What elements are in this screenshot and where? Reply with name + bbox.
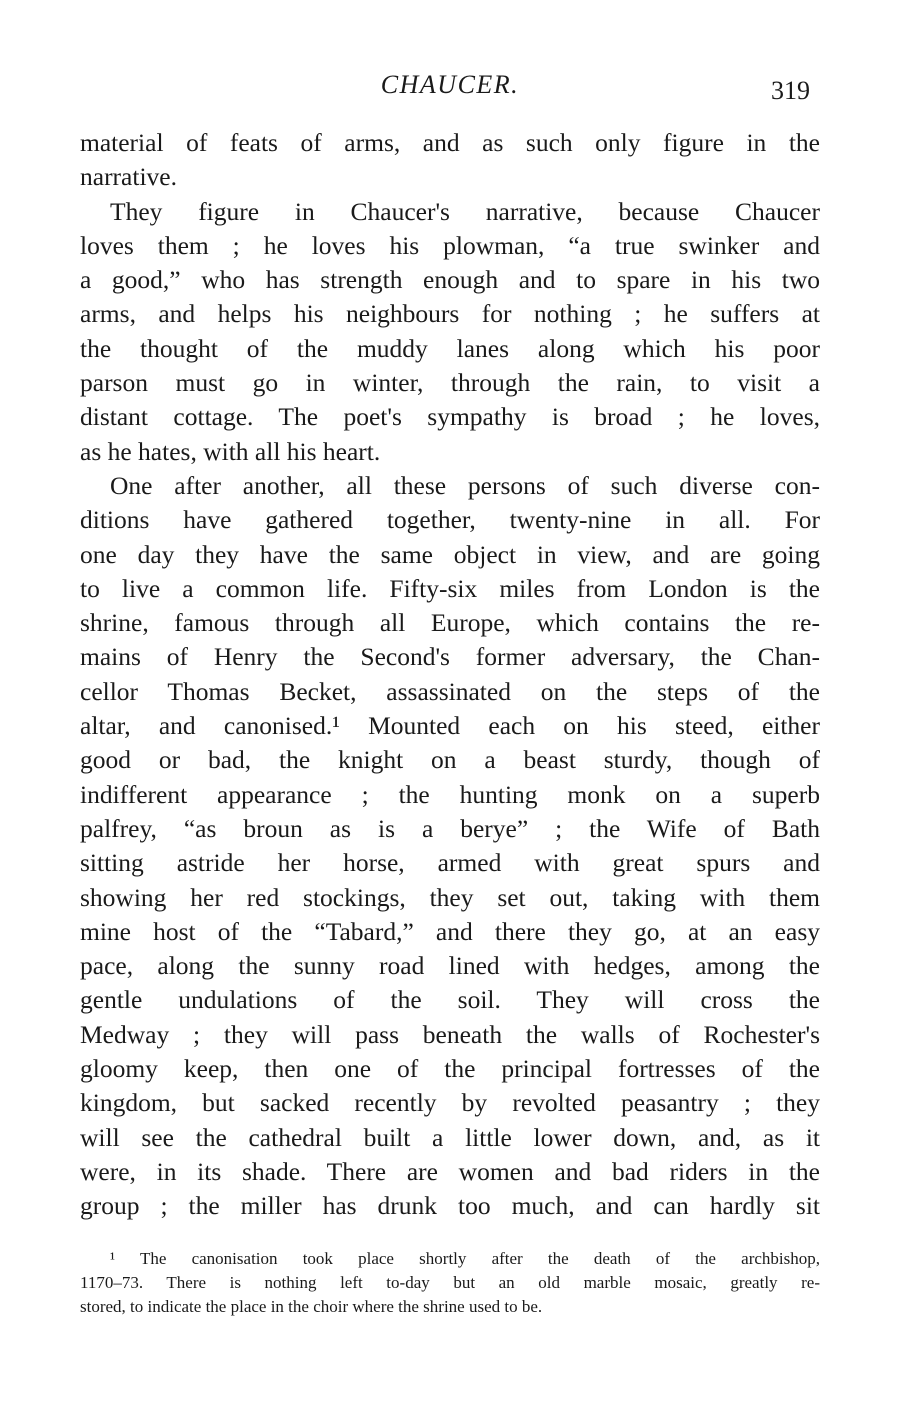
text-line: cellor Thomas Becket, assassinated on the steps of the	[80, 676, 820, 706]
footnote-line: stored, to indicate the place in the choir where the shrine used to be.	[80, 1297, 543, 1316]
text-line: One after another, all these persons of such diverse con-	[110, 470, 820, 500]
text-line: arms, and helps his neighbours for nothing ; he suffers at	[80, 299, 820, 329]
text-line: indifferent appearance ; the hunting monk on a superb	[80, 779, 820, 809]
running-title: CHAUCER.	[380, 70, 520, 99]
text-line: They figure in Chaucer's narrative, because Chaucer	[110, 196, 820, 226]
text-line: were, in its shade. There are women and bad riders in the	[80, 1156, 820, 1186]
text-line: mains of Henry the Second's former adversary, the Chan-	[80, 642, 820, 672]
footnote-line: 1170–73. There is nothing left to-day but an old marble mosaic, greatly re-	[80, 1273, 820, 1292]
text-line: palfrey, “as broun as is a berye” ; the Wife of Bath	[80, 813, 820, 843]
text-line: distant cottage. The poet's sympathy is broad ; he loves,	[80, 402, 820, 432]
text-line: gentle undulations of the soil. They will cross the	[80, 985, 820, 1015]
text-line: the thought of the muddy lanes along which his poor	[80, 333, 820, 363]
text-line: to live a common life. Fifty-six miles from London is the	[80, 573, 820, 603]
running-head	[80, 70, 820, 110]
text-line: mine host of the “Tabard,” and there they go, at an easy	[80, 916, 820, 946]
text-line: good or bad, the knight on a beast sturdy, though of	[80, 745, 820, 775]
body-text	[80, 126, 820, 1224]
paragraph	[80, 469, 820, 1224]
footnote	[80, 1247, 820, 1319]
text-line: ditions have gathered together, twenty-nine in all. For	[80, 505, 820, 535]
text-line: sitting astride her horse, armed with great spurs and	[80, 848, 820, 878]
text-line: pace, along the sunny road lined with hedges, among the	[80, 951, 820, 981]
text-line: narrative.	[80, 162, 177, 192]
text-line: material of feats of arms, and as such only figure in the	[80, 128, 820, 157]
text-line: one day they have the same object in view, and are going	[80, 539, 820, 569]
text-line: shrine, famous through all Europe, which contains the re-	[80, 608, 820, 638]
paragraph	[80, 195, 820, 469]
page-number: 319	[771, 76, 810, 105]
text-line: altar, and canonised.¹ Mounted each on his steed, either	[80, 711, 820, 741]
text-line: as he hates, with all his heart.	[80, 436, 381, 466]
text-line: group ; the miller has drunk too much, and can hardly sit	[80, 1191, 820, 1221]
footnote-line: ¹ The canonisation took place shortly after the death of the archbishop,	[110, 1249, 820, 1268]
text-line: parson must go in winter, through the rain, to visit a	[80, 368, 820, 398]
text-line: gloomy keep, then one of the principal fortresses of the	[80, 1054, 820, 1084]
text-line: showing her red stockings, they set out, taking with them	[80, 882, 820, 912]
paragraph	[80, 126, 820, 195]
text-line: kingdom, but sacked recently by revolted peasantry ; they	[80, 1088, 820, 1118]
text-line: will see the cathedral built a little lower down, and, as it	[80, 1122, 820, 1152]
text-line: Medway ; they will pass beneath the walls of Rochester's	[80, 1019, 820, 1049]
text-line: loves them ; he loves his plowman, “a true swinker and	[80, 230, 820, 260]
text-line: a good,” who has strength enough and to spare in his two	[80, 265, 820, 295]
